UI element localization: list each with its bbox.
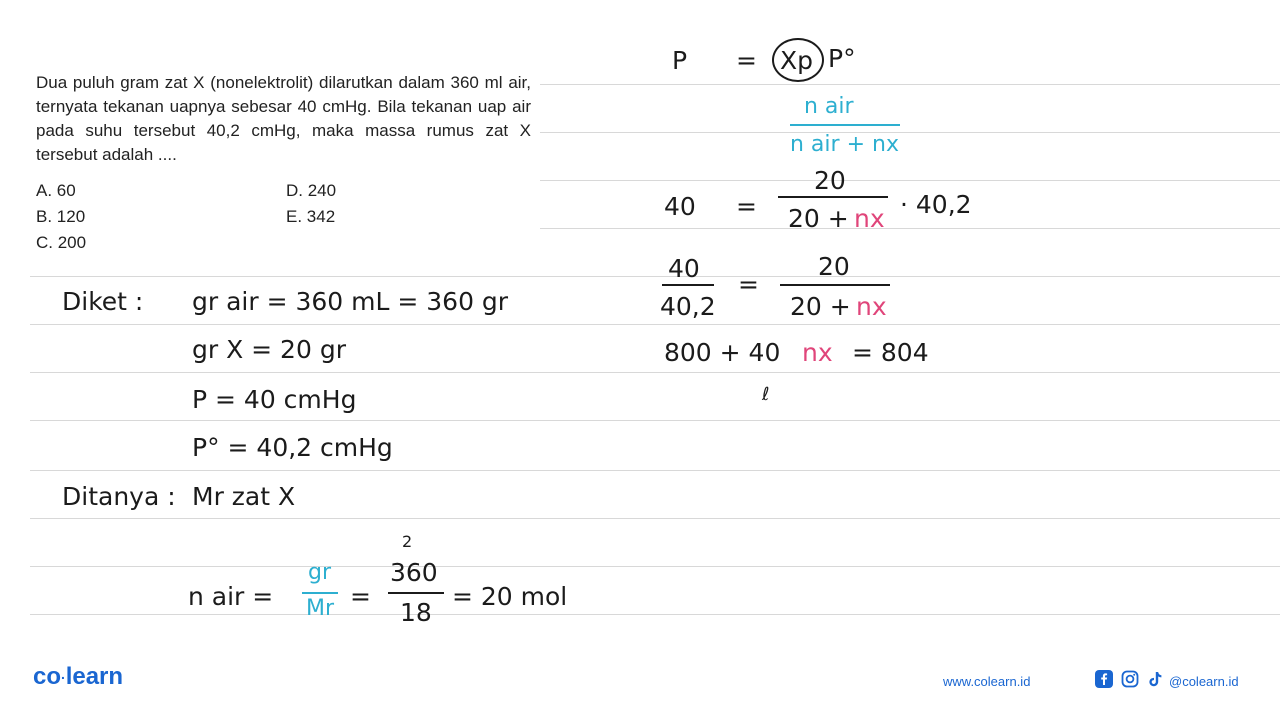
stray-mark: ℓ (762, 384, 770, 405)
brand-dot: · (61, 669, 66, 686)
eq2-num: n air (804, 94, 854, 119)
eq3-line (778, 196, 888, 198)
rule-line (30, 372, 1280, 373)
diket-line-1: gr air = 360 mL = 360 gr (192, 287, 509, 316)
rule-line (30, 276, 1280, 277)
eq1-p0: P° (828, 44, 856, 73)
eq4-rden-b: nx (856, 292, 887, 321)
ditanya-value: Mr zat X (192, 482, 296, 511)
option-d: D. 240 (286, 181, 337, 200)
rule-line (540, 228, 1280, 229)
eq3-lhs: 40 (664, 192, 696, 221)
option-e: E. 342 (286, 207, 336, 226)
option-a: A. 60 (36, 181, 76, 200)
eq4-rden-a: 20 + (790, 292, 851, 321)
diket-label: Diket : (62, 287, 144, 316)
nair-approx: = (350, 582, 371, 611)
eq5-c: = 804 (852, 338, 929, 367)
footer-url[interactable]: www.colearn.id (943, 674, 1031, 689)
eq3-den-b: nx (854, 204, 885, 233)
rule-line (30, 324, 1280, 325)
rule-line (30, 614, 1280, 615)
nair-lhs: n air = (188, 582, 274, 611)
nair-superscript: 2 (402, 532, 413, 551)
ditanya-label: Ditanya : (62, 482, 176, 511)
rule-line (540, 84, 1280, 85)
eq4-rnum: 20 (818, 252, 850, 281)
eq4-rline (780, 284, 890, 286)
social-handle: @colearn.id (1169, 674, 1239, 689)
instagram-icon[interactable] (1121, 670, 1139, 688)
eq1-eq: = (736, 46, 757, 75)
eq3-num: 20 (814, 166, 846, 195)
rule-line (540, 132, 1280, 133)
rule-line (30, 420, 1280, 421)
eq5-a: 800 + 40 (664, 338, 781, 367)
diket-line-4: P° = 40,2 cmHg (192, 433, 393, 462)
nair-frac2-line (388, 592, 444, 594)
facebook-icon[interactable] (1095, 670, 1113, 688)
rule-line (30, 470, 1280, 471)
tiktok-icon[interactable] (1146, 670, 1164, 688)
eq3-mult: · 40,2 (900, 190, 972, 219)
nair-frac1-den: Mr (306, 596, 335, 621)
eq3-eq: = (736, 192, 757, 221)
rule-line (540, 180, 1280, 181)
eq3-den-a: 20 + (788, 204, 849, 233)
nair-frac2-num: 360 (390, 558, 438, 587)
brand-text-learn: learn (65, 663, 124, 690)
eq5-b: nx (802, 338, 833, 367)
eq4-num: 40 (668, 254, 700, 283)
option-b: B. 120 (36, 207, 86, 226)
nair-result: = 20 mol (452, 582, 568, 611)
eq2-line (790, 124, 900, 126)
eq1-xp: Xp (780, 46, 813, 75)
rule-line (30, 518, 1280, 519)
question-text: Dua puluh gram zat X (nonelektrolit) dilarutkan dalam 360 ml air, ternyata tekanan uapnya sebesar 40 cmHg. Bila tekanan uap air pada suhu tersebut 40,2 cmHg, maka massa rumus zat X tersebut adalah .... (36, 73, 531, 164)
nair-frac1-num: gr (308, 560, 332, 585)
eq4-eq: = (738, 270, 759, 299)
rule-line (30, 566, 1280, 567)
colearn-logo (33, 663, 123, 691)
diket-line-3: P = 40 cmHg (192, 385, 357, 414)
brand-text-co: co (33, 663, 62, 690)
nair-frac1-line (302, 592, 338, 594)
nair-frac2-den: 18 (400, 598, 432, 627)
eq4-den: 40,2 (660, 292, 716, 321)
diket-line-2: gr X = 20 gr (192, 335, 346, 364)
eq2-den: n air + nx (790, 132, 899, 157)
eq1-lhs: P (672, 46, 688, 75)
option-c: C. 200 (36, 233, 87, 252)
eq4-line (662, 284, 714, 286)
